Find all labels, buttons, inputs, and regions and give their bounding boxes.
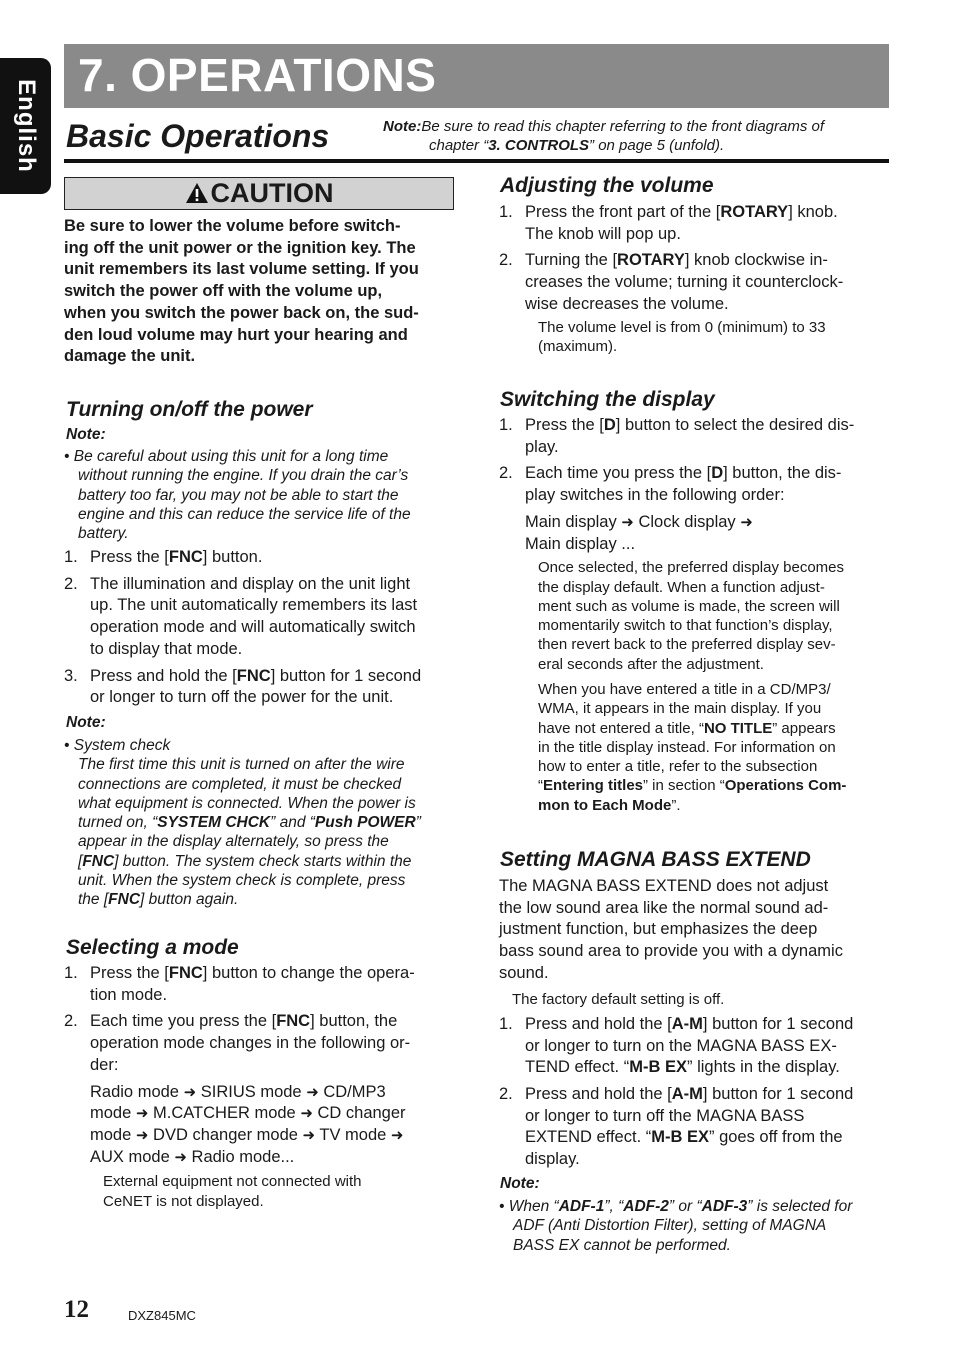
text: AUX mode [90,1147,175,1166]
note-line: ADF (Anti Distortion Filter), setting of MAGNA [513,1217,827,1235]
section-title: Basic Operations [66,118,330,154]
text: in the title display instead. For information on [538,738,836,756]
step-number: 2. [499,464,513,483]
power-note [64,447,456,543]
text: ” is selected for [747,1198,853,1215]
text: to display that mode. [90,639,243,658]
display-heading: Switching the display [500,388,715,411]
header-note-label: Note: [383,118,422,135]
bass-heading: Setting MAGNA BASS EXTEND [500,848,811,871]
display-sequence [525,512,893,555]
display-message: M-B EX [629,1058,687,1077]
text: ] button, the dis- [723,464,842,483]
text: ” goes off from the [708,1128,843,1147]
text [525,1057,893,1079]
text: Clock display [633,512,741,531]
text: ” on page 5 (unfold). [589,137,725,154]
text: Press the [ [90,548,169,566]
am-key: A-M [671,1014,703,1033]
fnc-key: FNC [168,548,203,566]
step-number: 3. [64,666,78,685]
text: Turning the [ [525,251,618,270]
mode-step-1 [64,963,458,1006]
default-setting: The factory default setting is off. [512,990,725,1008]
text: ment such as volume is made, the screen will [538,597,840,615]
text: operation mode changes in the following or- [90,1034,411,1053]
text: DVD changer mode [148,1125,303,1144]
bass-note [499,1197,893,1255]
text: ] button, the [310,1012,398,1031]
display-message: NO TITLE [703,719,773,737]
text: When you have entered a title in a CD/MP3/ [538,681,831,698]
note-line: The first time this unit is turned on after the wire [78,756,405,774]
text: TEND effect. “ [525,1058,630,1077]
text: sound. [499,963,549,982]
text: play switches in the following order: [525,486,785,505]
note-line: connections are completed, it must be checked [78,775,402,793]
note-line [64,813,456,832]
text: The MAGNA BASS EXTEND does not adjust [499,877,829,895]
text: ] button. [202,548,263,566]
text: ] button to select the desired dis- [615,416,855,434]
text: CeNET is not displayed. [103,1192,264,1210]
text: ] button for 1 second [270,666,422,685]
text: “ [538,777,543,795]
text: TV mode [315,1125,391,1144]
caution-heading [185,178,334,208]
fnc-key: FNC [236,666,271,685]
d-key: D [711,464,724,483]
power-note-label: Note: [66,426,106,443]
text: tion mode. [90,985,168,1004]
text: Press the [ [525,416,604,434]
text: turned on, “ [78,814,158,832]
caution-box [64,177,454,210]
text: operation mode and will automatically switch [90,618,416,637]
text [525,1127,893,1149]
caution-line: unit remembers its last volume setting. If you [64,260,419,279]
power-step-3 [64,666,458,709]
step-number: 1. [499,416,513,434]
text: Press the front part of the [ [525,203,721,221]
note-line: appear in the display alternately, so press the [78,833,389,851]
step-number: 1. [64,548,78,566]
text: ] button for 1 second [702,1084,854,1103]
text: der: [90,1055,119,1074]
text: wise decreases the volume. [525,294,729,313]
note-line [499,1197,893,1216]
warning-icon [185,182,209,204]
display-steps [499,415,893,815]
display-message: Push POWER [314,814,416,832]
header-rule [64,159,889,163]
note-line: battery. [78,525,129,543]
text: • When “ [499,1198,559,1215]
step-number: 2. [64,574,78,593]
note-line: without running the engine. If you drain the car’s [78,467,409,485]
arrow-right-icon: ➜ [390,1126,404,1144]
arrow-right-icon: ➜ [135,1126,149,1144]
text: ” and “ [270,814,315,832]
display-message: SYSTEM CHCK [157,814,271,832]
bass-step-2 [499,1084,893,1171]
note-line: engine and this can reduce the service life of the [78,505,411,523]
text: ”, “ [604,1198,624,1215]
rotary-key: ROTARY [617,251,685,270]
text: or longer to turn off the MAGNA BASS [525,1106,805,1125]
text: ] button for 1 second [702,1014,854,1033]
text: up. The unit automatically remembers its last [90,596,418,615]
text: Radio mode [90,1082,184,1101]
text: the low sound area like the normal sound ad- [499,898,829,917]
display-info-2 [525,680,893,815]
text: M.CATCHER mode [148,1104,301,1123]
text: justment function, but emphasizes the deep [499,920,818,939]
text: the [ [78,891,109,909]
text: mode [90,1125,136,1144]
volume-step-2 [499,250,893,356]
arrow-right-icon: ➜ [135,1105,149,1123]
text: how to enter a title, refer to the subsection [538,758,818,776]
text: ” or “ [668,1198,702,1215]
mode-step-2 [64,1011,458,1211]
text: SIRIUS mode [196,1082,307,1101]
text: ADF-2 [623,1198,669,1215]
text: Each time you press the [ [90,1012,277,1031]
note-line [64,852,456,871]
text: chapter “ [429,137,489,154]
text: Press the [ [90,964,169,982]
text: ” [415,814,421,832]
text: External equipment not connected with [103,1173,362,1191]
text: The illumination and display on the unit light [90,574,411,593]
header-note-line2 [383,136,893,155]
sequence-line [90,1125,458,1147]
note-line: unit. When the system check is complete, press [78,872,406,890]
volume-heading: Adjusting the volume [500,174,714,197]
external-note [90,1172,458,1211]
text: have not entered a title, “ [538,719,704,737]
display-step-2 [499,463,893,815]
step-number: 2. [499,1084,513,1103]
volume-steps [499,202,893,356]
text: EXTEND effect. “ [525,1128,652,1147]
rotary-key: ROTARY [720,203,789,221]
text: ” lights in the display. [686,1058,840,1077]
note-line: what equipment is connected. When the power is [78,794,416,812]
text: Once selected, the preferred display becomes [538,559,844,577]
display-info-1 [525,558,893,674]
bass-intro [499,876,893,1171]
power-step-2 [64,574,458,661]
text: ” appears [772,719,836,737]
bass-note-label: Note: [500,1175,540,1192]
model-number: DXZ845MC [128,1308,196,1323]
fnc-key: FNC [108,891,141,909]
page-number: 12 [64,1296,89,1323]
system-check-note [64,736,456,910]
text: ] button again. [140,891,239,909]
arrow-right-icon: ➜ [174,1148,187,1166]
language-label: English [13,79,40,173]
text: play. [525,437,559,456]
text: CD/MP3 [318,1082,386,1101]
text [538,719,893,738]
text: or longer to turn on the MAGNA BASS EX- [525,1036,837,1055]
chapter-title-bar [64,44,889,108]
sequence-line: Main display ... [525,534,636,553]
text: ] knob. [788,203,838,221]
caution-line: den loud volume may hurt your hearing and [64,325,408,344]
text: then revert back to the preferred display sev- [538,636,836,654]
text: Press and hold the [ [525,1084,672,1103]
power-step-1 [64,547,458,569]
text: Press and hold the [ [90,666,237,685]
power-note2-label: Note: [66,714,106,731]
sequence-line [90,1082,458,1104]
text: ADF-3 [701,1198,748,1215]
reference: Entering titles [543,777,644,795]
note-line: battery too far, you may not be able to start the [78,486,399,504]
text: Main display [525,512,622,531]
volume-range [525,318,893,357]
text: the display default. When a function adjust- [538,578,825,596]
fnc-key: FNC [82,852,115,870]
header-note-line1: Be sure to read this chapter referring to the front diagrams of [421,118,825,135]
arrow-right-icon: ➜ [183,1083,197,1101]
arrow-right-icon: ➜ [621,513,634,531]
mode-heading: Selecting a mode [66,936,239,959]
step-number: 1. [499,1014,513,1033]
text: ] button. The system check starts within the [114,852,412,870]
caution-text [64,216,456,368]
text: The knob will pop up. [525,224,681,243]
caution-line: ing off the unit power or the ignition key. The [64,238,416,257]
text: CD changer [312,1104,406,1123]
text: bass sound area to provide you with a dynamic [499,942,843,961]
chapter-title: 7. OPERATIONS [78,49,437,101]
am-key: A-M [671,1084,703,1103]
d-key: D [603,416,616,434]
text [538,796,893,815]
text: WMA, it appears in the main display. If you [538,700,822,718]
caution-line: when you switch the power back on, the sud- [64,303,419,322]
volume-step-1 [499,202,893,245]
text: creases the volume; turning it counterclock- [525,273,844,292]
text: The volume level is from 0 (minimum) to 33 [538,318,826,336]
text: eral seconds after the adjustment. [538,655,764,673]
note-title: • System check [64,737,171,754]
step-number: 2. [499,251,513,270]
arrow-right-icon: ➜ [740,513,753,531]
text: mode [90,1104,136,1123]
language-tab [0,58,51,194]
arrow-right-icon: ➜ [300,1105,313,1123]
power-steps [64,547,458,709]
note-line [64,890,456,909]
mode-steps [64,963,458,1211]
caution-line: switch the power off with the volume up, [64,282,383,301]
note-line: BASS EX cannot be performed. [513,1236,731,1254]
text: ”. [671,796,681,814]
text: Press and hold the [ [525,1014,672,1033]
text: ADF-1 [558,1198,605,1215]
header-note [383,117,893,155]
power-heading: Turning on/off the power [66,398,313,421]
step-number: 1. [499,203,513,221]
text: ] knob clockwise in- [684,251,828,270]
display-step-1 [499,415,893,458]
step-number: 1. [64,964,78,982]
sequence-line [525,512,893,534]
step-number: 2. [64,1012,78,1031]
bass-step-1 [499,1014,893,1079]
mode-sequence [90,1082,458,1169]
arrow-right-icon: ➜ [302,1126,316,1144]
text: or longer to turn off the power for the unit. [90,688,394,707]
sequence-line [90,1147,458,1169]
text: ” in section “ [643,777,725,795]
text: momentarily switch to that function’s display, [538,617,833,635]
text: [ [78,852,83,870]
text: (maximum). [538,337,618,355]
text: Each time you press the [ [525,464,712,483]
display-message: M-B EX [651,1128,709,1147]
text: ] button to change the opera- [202,964,415,982]
caution-label: CAUTION [210,178,334,208]
text: display. [525,1150,580,1169]
text [538,776,893,795]
sequence-line [90,1103,458,1125]
text: 3. CONTROLS [488,137,590,154]
text: Radio mode... [186,1147,295,1166]
fnc-key: FNC [276,1012,311,1031]
reference: mon to Each Mode [538,796,672,814]
note-line: • Be careful about using this unit for a long time [64,448,389,465]
caution-line: Be sure to lower the volume before switch- [64,217,401,235]
caution-line: damage the unit. [64,347,196,366]
arrow-right-icon: ➜ [306,1083,319,1101]
fnc-key: FNC [168,964,203,982]
reference: Operations Com- [724,777,847,795]
